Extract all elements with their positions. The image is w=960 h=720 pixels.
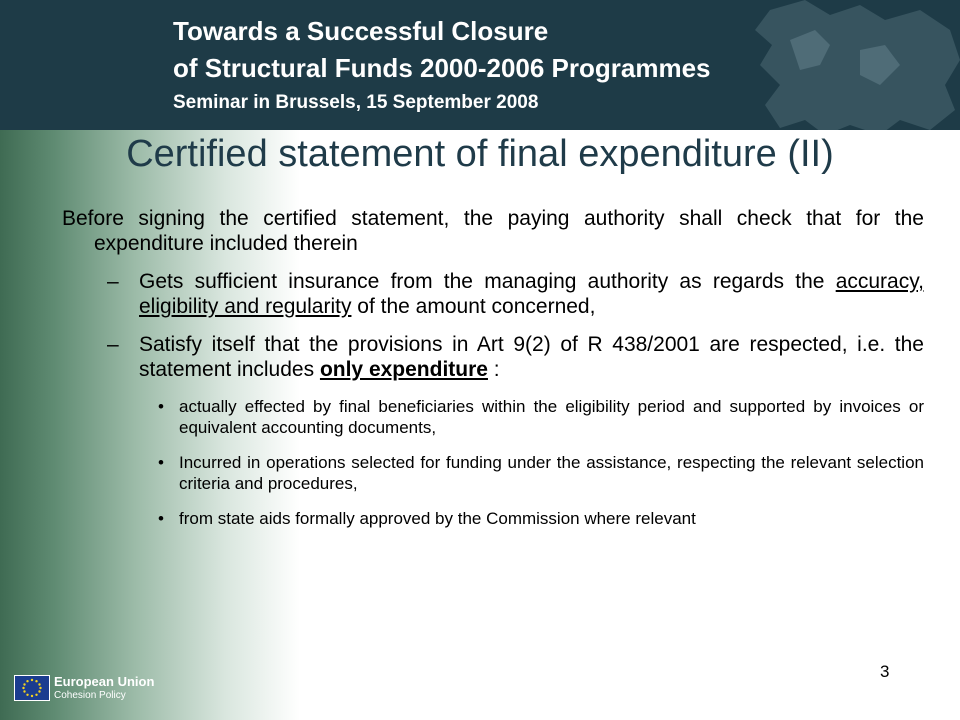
bullet-marker: • (158, 397, 164, 416)
bullet-text: from state aids formally approved by the Commission where relevant (179, 509, 696, 528)
dash1-underlined: accuracy, eligibility and regularity (139, 270, 924, 318)
intro-paragraph: Before signing the certified statement, the paying authority shall check that for the expenditure included therein (62, 207, 924, 255)
page-number: 3 (880, 662, 890, 681)
bullet-marker: • (158, 509, 164, 528)
europe-map-icon (710, 0, 960, 130)
bullet-item (62, 396, 924, 438)
bullet-item (62, 508, 924, 529)
slide-title: Certified statement of final expenditure (II) (126, 133, 834, 175)
dash1-text-end: of the amount concerned, (351, 295, 596, 318)
dash1-text: Gets sufficient insurance from the managing authority as regards the (139, 270, 836, 293)
bullet-text: Incurred in operations selected for funding under the assistance, respecting the relevant selection criteria and procedures, (179, 453, 924, 493)
logo-line2: Cohesion Policy (54, 690, 126, 701)
eu-flag-icon (14, 675, 50, 701)
eu-cohesion-logo (14, 672, 154, 706)
header-subtitle: Seminar in Brussels, 15 September 2008 (173, 92, 539, 113)
logo-line1: European Union (54, 674, 155, 689)
dash-item-insurance (62, 269, 924, 319)
header-banner (0, 0, 960, 130)
slide-body (62, 206, 924, 529)
dash-item-provisions (62, 332, 924, 382)
dash2-text: Satisfy itself that the provisions in Art 9(2) of R 438/2001 are respected, i.e. the statement includes (139, 333, 924, 381)
dash2-text-end: : (487, 358, 500, 381)
header-title-line2: of Structural Funds 2000-2006 Programmes (173, 53, 711, 83)
header-title-line1: Towards a Successful Closure (173, 16, 549, 46)
bullet-marker: • (158, 453, 164, 472)
dash-marker: – (107, 270, 119, 293)
dash2-emphasis: only expenditure (319, 358, 488, 381)
dash-marker: – (107, 333, 119, 356)
bullet-item (62, 452, 924, 494)
bullet-text: actually effected by final beneficiaries within the eligibility period and supported by invoices or equivalent accounting documents, (179, 397, 924, 437)
